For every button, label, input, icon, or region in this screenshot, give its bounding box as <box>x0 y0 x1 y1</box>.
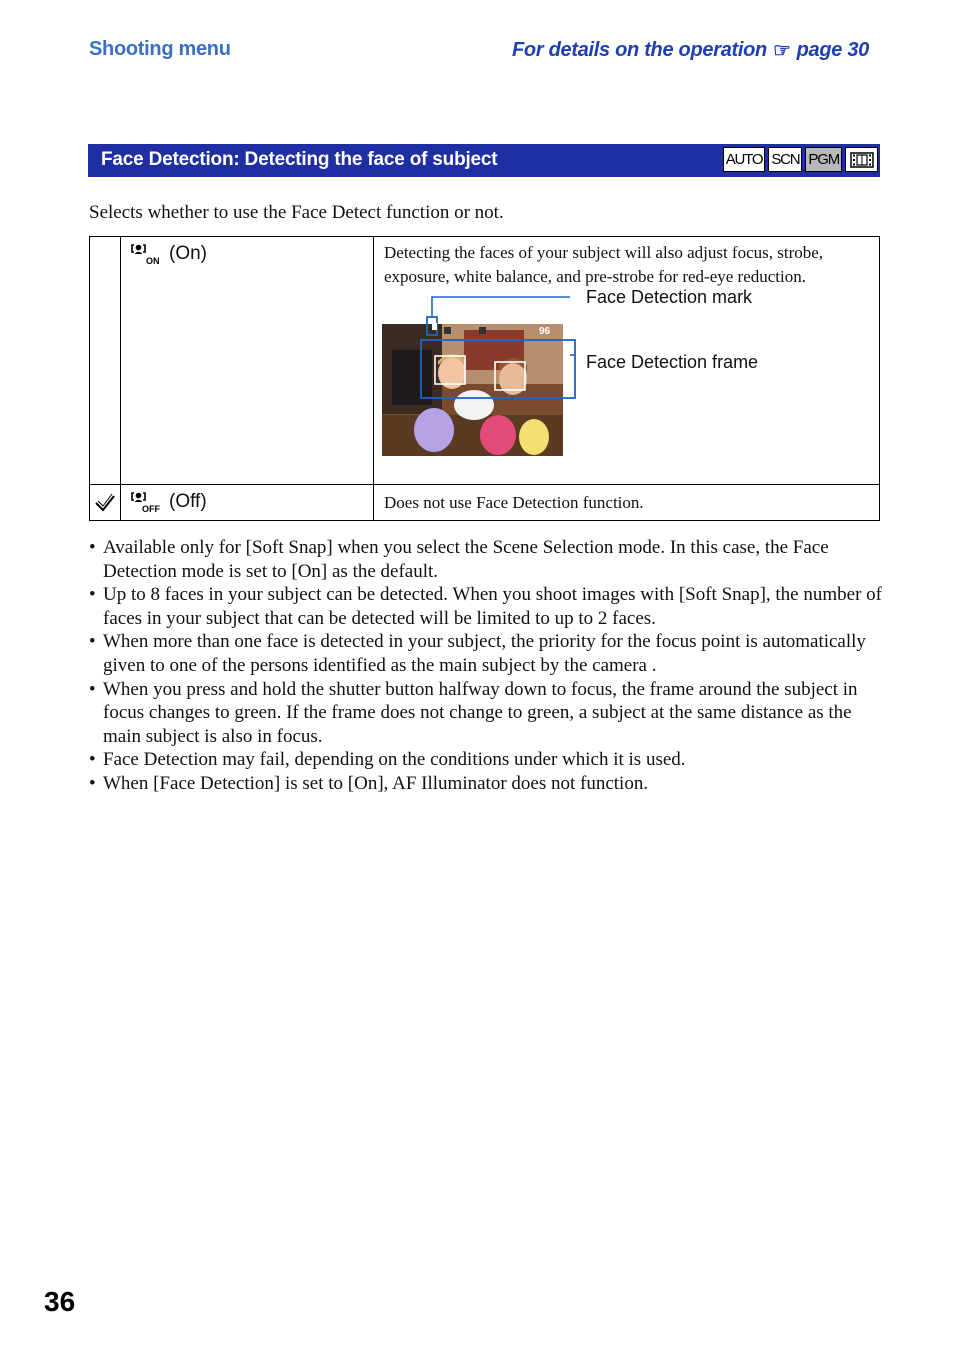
details-reference[interactable] <box>512 38 869 63</box>
option-on[interactable] <box>121 237 373 265</box>
option-on-description: Detecting the faces of your subject will also adjust focus, strobe, exposure, white balance, and pre-strobe for red-eye reduction. <box>384 243 824 286</box>
section-title: Shooting menu <box>89 38 231 60</box>
option-off[interactable] <box>121 485 373 513</box>
intro-text: Selects whether to use the Face Detect function or not. <box>89 202 504 223</box>
default-check-icon <box>94 492 116 514</box>
table-row <box>90 237 880 485</box>
page-number: 36 <box>44 1286 76 1317</box>
mode-scn-icon: SCN <box>768 147 802 172</box>
list-item: • When more than one face is detected in your subject, the priority for the focus point is automatically given to one of the persons identified as the main subject by the camera . <box>89 631 866 676</box>
camera-screen-illustration <box>374 295 874 465</box>
movie-icon <box>845 147 878 172</box>
notes-list <box>89 536 889 796</box>
default-cell <box>90 237 121 485</box>
option-off-description: Does not use Face Detection function. <box>384 493 644 512</box>
pointing-hand-icon: ☞ <box>772 40 791 62</box>
face-detection-figure <box>374 287 879 465</box>
option-cell <box>121 485 374 521</box>
list-item: • When you press and hold the shutter button halfway down to focus, the frame around the subject in focus changes to green. If the frame does not change to green, a subject at the same distance as the main subject is also in focus. <box>89 678 858 747</box>
option-on-label: (On) <box>169 243 207 264</box>
description-cell <box>374 237 880 485</box>
svg-text:ON: ON <box>146 256 160 265</box>
default-cell <box>90 485 121 521</box>
option-off-label: (Off) <box>169 491 207 512</box>
face-detect-off-icon <box>131 491 161 513</box>
section-title-bar <box>88 144 880 177</box>
face-detection-mark-label: Face Detection mark <box>586 287 753 307</box>
options-table <box>89 236 880 521</box>
shots-remaining: 96 <box>539 326 551 337</box>
page-title: Face Detection: Detecting the face of subject <box>101 149 498 170</box>
face-detection-frame-label: Face Detection frame <box>586 352 759 372</box>
option-cell <box>121 237 374 485</box>
mode-icons <box>723 147 878 172</box>
details-prefix: For details on the operation <box>512 39 767 61</box>
list-item: • Up to 8 faces in your subject can be detected. When you shoot images with [Soft Snap], the number of faces in your subject that can be detected will be limited to up to 2 faces. <box>89 584 882 629</box>
svg-text:OFF: OFF <box>142 504 160 513</box>
face-detect-on-icon <box>131 243 161 265</box>
mode-auto-icon: AUTO <box>723 147 766 172</box>
mode-pgm-icon: PGM <box>805 147 842 172</box>
list-item: • Available only for [Soft Snap] when you select the Scene Selection mode. In this case, the Face Detection mode is set to [On] as the default. <box>89 537 829 582</box>
table-row <box>90 485 880 521</box>
list-item: • When [Face Detection] is set to [On], AF Illuminator does not function. <box>89 772 649 794</box>
details-page: page 30 <box>796 39 869 61</box>
description-cell <box>374 485 880 521</box>
list-item: • Face Detection may fail, depending on the conditions under which it is used. <box>89 749 686 771</box>
